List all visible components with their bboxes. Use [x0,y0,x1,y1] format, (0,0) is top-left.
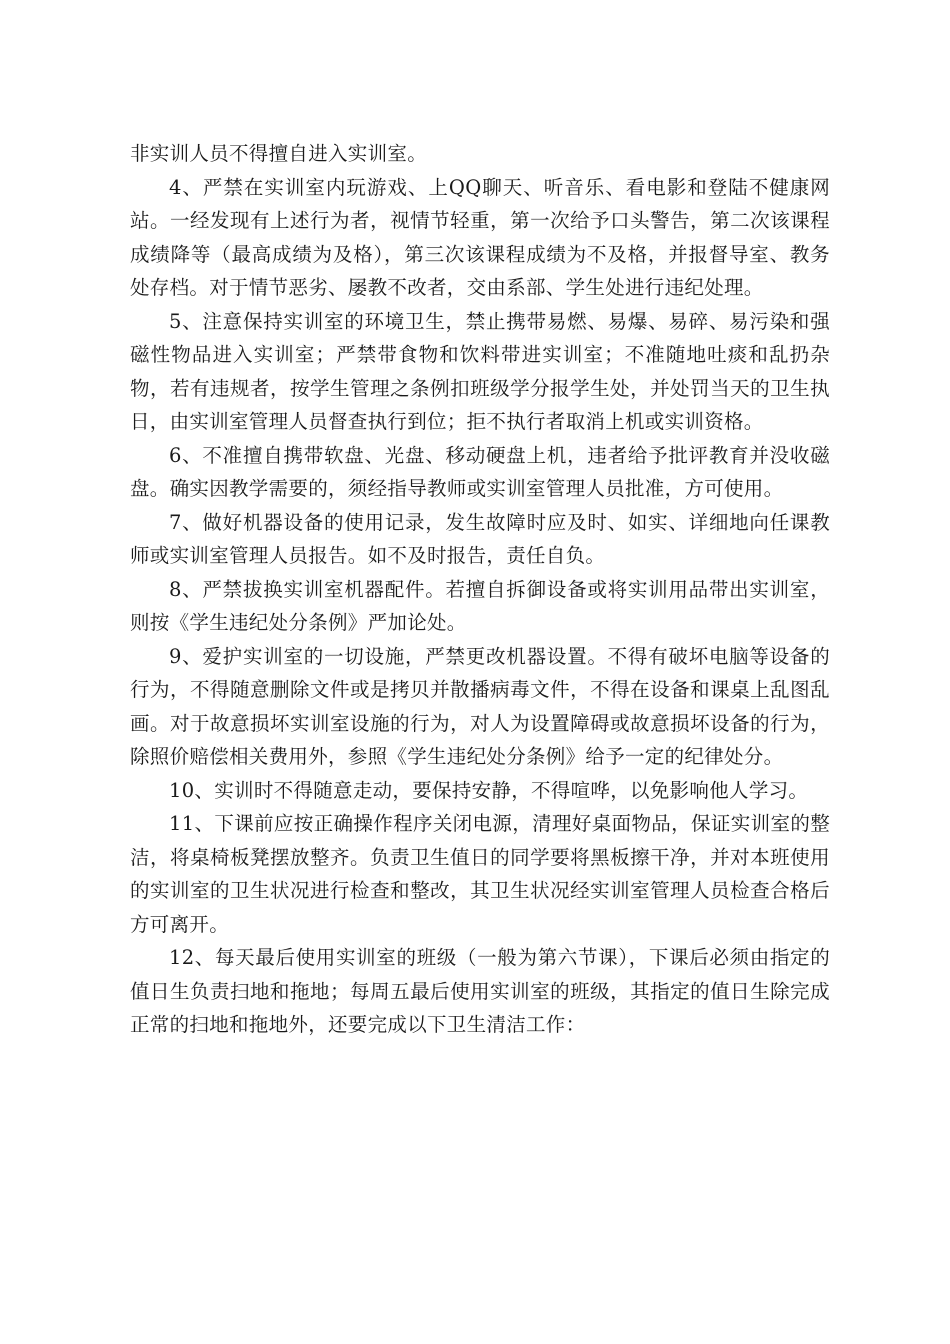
paragraph-rule-5: 5、注意保持实训室的环境卫生，禁止携带易燃、易爆、易碎、易污染和强磁性物品进入实训室；严禁带食物和饮料带进实训室；不准随地吐痰和乱扔杂物，若有违规者，按学生管理之条例扣班级学分报学生处，并处罚当天的卫生执日，由实训室管理人员督查执行到位；拒不执行者取消上机或实训资格。 [130,309,830,433]
paragraph-rule-7: 7、做好机器设备的使用记录，发生故障时应及时、如实、详细地向任课教师或实训室管理人员报告。如不及时报告，责任自负。 [130,510,830,567]
paragraph-rule-8: 8、严禁拔换实训室机器配件。若擅自拆御设备或将实训用品带出实训室，则按《学生违纪处分条例》严加论处。 [130,577,830,634]
document-body [130,137,830,1042]
paragraph-rule-10: 10、实训时不得随意走动，要保持安静，不得喧哗，以免影响他人学习。 [169,778,809,802]
paragraph-rule-12: 12、每天最后使用实训室的班级（一般为第六节课），下课后必须由指定的值日生负责扫地和拖地；每周五最后使用实训室的班级，其指定的值日生除完成正常的扫地和拖地外，还要完成以下卫生清洁工作： [130,946,830,1036]
paragraph-rule-4: 4、严禁在实训室内玩游戏、上QQ聊天、听音乐、看电影和登陆不健康网站。一经发现有上述行为者，视情节轻重，第一次给予口头警告，第二次该课程成绩降等（最高成绩为及格），第三次该课程成绩为不及格，并报督导室、教务处存档。对于情节恶劣、屡教不改者，交由系部、学生处进行违纪处理。 [130,175,830,299]
paragraph-rule-11: 11、下课前应按正确操作程序关闭电源，清理好桌面物品，保证实训室的整洁，将桌椅板凳摆放整齐。负责卫生值日的同学要将黑板擦干净，并对本班使用的实训室的卫生状况进行检查和整改，其卫生状况经实训室管理人员检查合格后方可离开。 [130,812,830,936]
paragraph-rule-9: 9、爱护实训室的一切设施，严禁更改机器设置。不得有破坏电脑等设备的行为，不得随意删除文件或是拷贝并散播病毒文件，不得在设备和课桌上乱图乱画。对于故意损坏实训室设施的行为，对人为设置障碍或故意损坏设备的行为，除照价赔偿相关费用外，参照《学生违纪处分条例》给予一定的纪律处分。 [130,644,830,768]
paragraph-continuation: 非实训人员不得擅自进入实训室。 [130,142,428,165]
paragraph-rule-6: 6、不准擅自携带软盘、光盘、移动硬盘上机，违者给予批评教育并没收磁盘。确实因教学需要的，须经指导教师或实训室管理人员批准，方可使用。 [130,443,830,500]
